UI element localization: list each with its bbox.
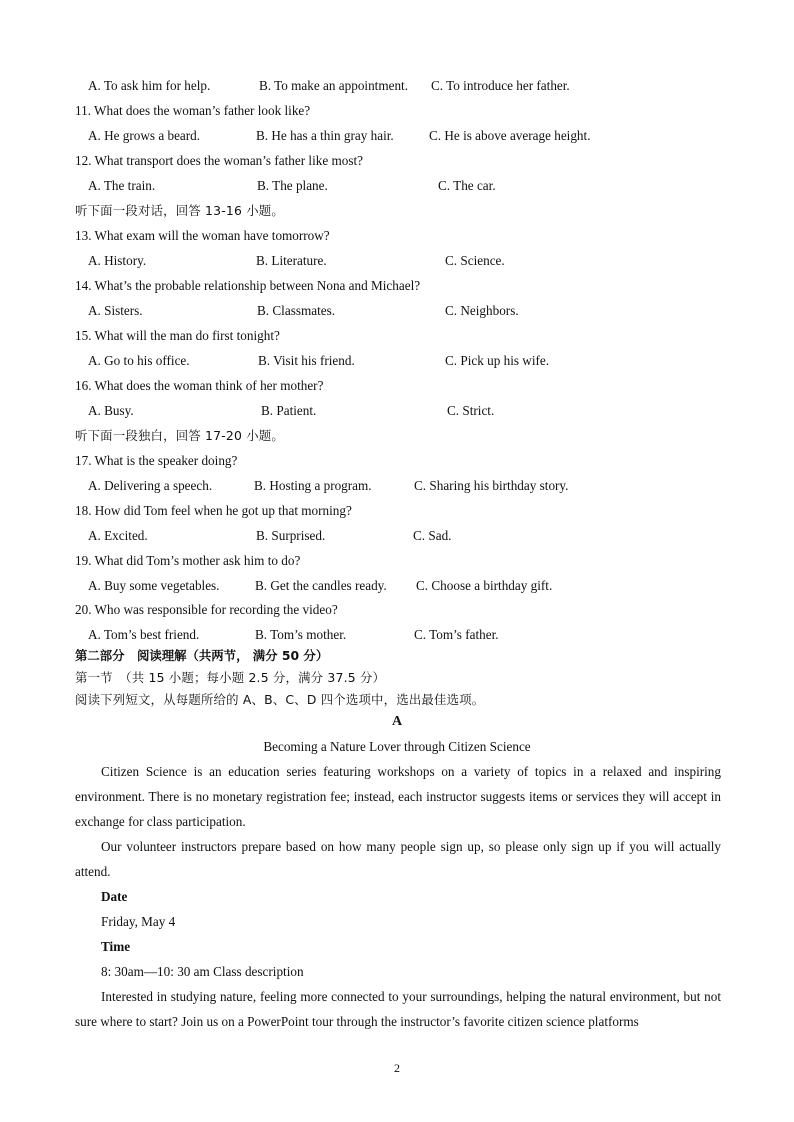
q17-option-a: A. Delivering a speech. — [88, 478, 213, 493]
q11-option-b: B. He has a thin gray hair. — [256, 128, 394, 143]
q16-option-c: C. Strict. — [447, 403, 495, 418]
question-16: 16. What does the woman think of her mother? — [75, 378, 324, 393]
q13-option-a: A. History. — [88, 253, 147, 268]
q11-option-c: C. He is above average height. — [429, 128, 591, 143]
time-value: 8: 30am—10: 30 am Class description — [101, 964, 304, 979]
instruction-13-16: 听下面一段对话，回答 13-16 小题。 — [75, 203, 284, 218]
q12-option-a: A. The train. — [88, 178, 156, 193]
q16-option-b: B. Patient. — [261, 403, 317, 418]
section1-title: 第一节 （共 15 小题；每小题 2.5 分，满分 37.5 分） — [75, 670, 386, 685]
q15-option-a: A. Go to his office. — [88, 353, 190, 368]
question-13: 13. What exam will the woman have tomorrow? — [75, 228, 330, 243]
section1-instruction: 阅读下列短文，从每题所给的 A、B、C、D 四个选项中，选出最佳选项。 — [75, 692, 485, 707]
q16-option-a: A. Busy. — [88, 403, 134, 418]
q14-option-b: B. Classmates. — [257, 303, 336, 318]
q20-option-c: C. Tom’s father. — [414, 627, 499, 642]
q20-option-a: A. Tom’s best friend. — [88, 627, 200, 642]
question-15: 15. What will the man do first tonight? — [75, 328, 280, 343]
q10-option-c: C. To introduce her father. — [431, 78, 570, 93]
question-12: 12. What transport does the woman’s father like most? — [75, 153, 363, 168]
q19-option-b: B. Get the candles ready. — [255, 578, 387, 593]
q14-option-c: C. Neighbors. — [445, 303, 519, 318]
q20-option-b: B. Tom’s mother. — [255, 627, 347, 642]
q12-option-c: C. The car. — [438, 178, 496, 193]
question-20: 20. Who was responsible for recording the video? — [75, 602, 338, 617]
passage-paragraph-2: Our volunteer instructors prepare based on how many people sign up, so please only sign up if you will actually attend. — [75, 839, 721, 879]
q10-option-a: A. To ask him for help. — [88, 78, 211, 93]
q19-option-c: C. Choose a birthday gift. — [416, 578, 553, 593]
question-17: 17. What is the speaker doing? — [75, 453, 238, 468]
q10-option-b: B. To make an appointment. — [259, 78, 408, 93]
part2-title: 第二部分 阅读理解（共两节， 满分 50 分） — [75, 648, 329, 663]
passage-paragraph-3: Interested in studying nature, feeling more connected to your surroundings, helping the natural environment, but not sure where to start? Join us on a PowerPoint tour through the instructor’s favorite citizen science platforms — [75, 989, 721, 1029]
instruction-17-20: 听下面一段独白，回答 17-20 小题。 — [75, 428, 284, 443]
q19-option-a: A. Buy some vegetables. — [88, 578, 220, 593]
date-value: Friday, May 4 — [101, 914, 176, 929]
q13-option-b: B. Literature. — [256, 253, 327, 268]
passage-title: Becoming a Nature Lover through Citizen Science — [263, 739, 531, 754]
q17-option-b: B. Hosting a program. — [254, 478, 372, 493]
q15-option-b: B. Visit his friend. — [258, 353, 355, 368]
question-18: 18. How did Tom feel when he got up that morning? — [75, 503, 352, 518]
page-number: 2 — [394, 1061, 400, 1075]
question-19: 19. What did Tom’s mother ask him to do? — [75, 553, 301, 568]
q14-option-a: A. Sisters. — [88, 303, 143, 318]
time-label: Time — [101, 939, 131, 954]
question-11: 11. What does the woman’s father look like? — [75, 103, 311, 118]
q17-option-c: C. Sharing his birthday story. — [414, 478, 569, 493]
q18-option-c: C. Sad. — [413, 528, 452, 543]
question-14: 14. What’s the probable relationship between Nona and Michael? — [75, 278, 421, 293]
passage-paragraph-1: Citizen Science is an education series featuring workshops on a variety of topics in a relaxed and inspiring environment. There is no monetary registration fee; instead, each instructor suggests items or services they will accept in exchange for class participation. — [75, 764, 721, 829]
q18-option-b: B. Surprised. — [256, 528, 326, 543]
passage-letter: A — [391, 714, 403, 729]
q12-option-b: B. The plane. — [257, 178, 328, 193]
q15-option-c: C. Pick up his wife. — [445, 353, 550, 368]
date-label: Date — [101, 889, 128, 904]
q11-option-a: A. He grows a beard. — [88, 128, 201, 143]
q13-option-c: C. Science. — [445, 253, 505, 268]
q18-option-a: A. Excited. — [88, 528, 148, 543]
